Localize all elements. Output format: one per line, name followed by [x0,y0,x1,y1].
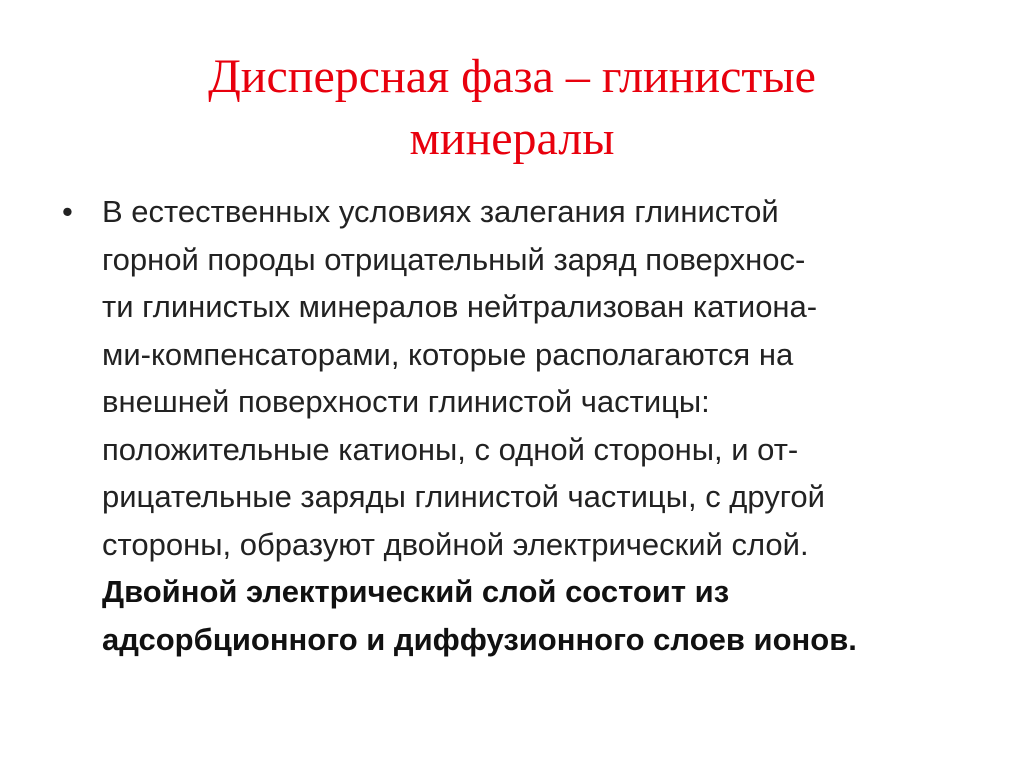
title-line-2: минералы [409,112,615,165]
bold-line: Двойной электрический слой состоит из [102,574,730,609]
body-line: ми-компенсаторами, которые располагаются на [102,336,794,372]
body-line: внешней поверхности глинистой частицы: [102,384,710,419]
body-line: рицательные заряды глинистой частицы, с другой [102,479,825,514]
slide-title [60,46,964,170]
body-line: стороны, образуют двойной электрический слой. [102,526,809,562]
bullet-text [102,188,972,663]
body-line: положительные катионы, с одной стороны, и от- [102,431,799,467]
body-line: горной породы отрицательный заряд поверхнос- [102,241,806,277]
body-line: ти глинистых минералов нейтрализован катиона- [102,289,818,324]
title-line-1: Дисперсная фаза – глинистые [208,50,816,103]
bold-line: адсорбционного и диффузионного слоев ионов. [102,621,857,657]
body-line: В естественных условиях залегания глинистой [102,194,779,229]
bullet-marker: • [62,194,73,229]
